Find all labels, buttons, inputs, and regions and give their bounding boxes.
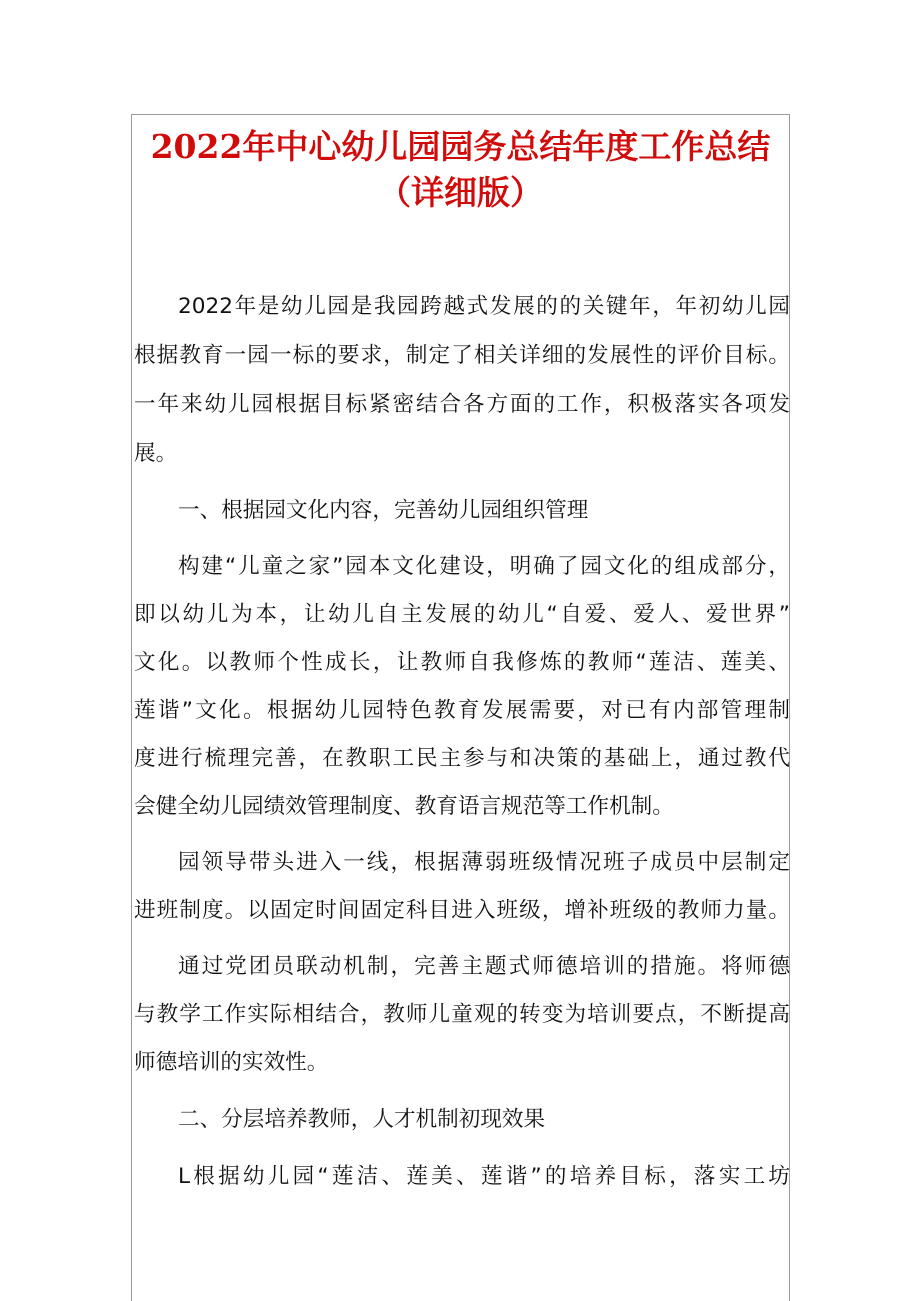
paragraph-ethics-line-3: 师德培训的实效性。 [134,1050,329,1075]
paragraph-intro-line-4: 展。 [134,441,178,466]
paragraph-leadership-line-2: 进班制度。以固定时间固定科目进入班级，增补班级的教师力量。 [134,898,790,923]
section-heading-2: 二、分层培养教师，人才机制初现效果 [178,1107,546,1132]
paragraph-culture-line-5: 度进行梳理完善，在教职工民主参与和决策的基础上，通过教代 [134,746,790,771]
paragraph-leadership-line-1: 园领导带头进入一线，根据薄弱班级情况班子成员中层制定 [178,850,790,875]
paragraph-culture-line-1: 构建“儿童之家”园本文化建设，明确了园文化的组成部分， [178,554,790,579]
document-subtitle: （详细版） [378,173,543,212]
paragraph-intro-line-3: 一年来幼儿园根据目标紧密结合各方面的工作，积极落实各项发 [134,392,790,417]
paragraph-intro-line-1: 2022年是幼儿园是我园跨越式发展的的关键年，年初幼儿园 [178,294,790,319]
paragraph-intro-line-2: 根据教育一园一标的要求，制定了相关详细的发展性的评价目标。 [134,343,790,368]
paragraph-ethics-line-2: 与教学工作实际相结合，教师儿童观的转变为培训要点，不断提高 [134,1002,790,1027]
paragraph-culture-line-6: 会健全幼儿园绩效管理制度、教育语言规范等工作机制。 [134,794,674,819]
section-heading-1: 一、根据园文化内容，完善幼儿园组织管理 [178,498,589,523]
paragraph-training-line-1: L根据幼儿园“莲洁、莲美、莲谐”的培养目标，落实工坊 [178,1164,790,1189]
paragraph-culture-line-4: 莲谐”文化。根据幼儿园特色教育发展需要，对已有内部管理制 [134,698,790,723]
document-title: 2022年中心幼儿园园务总结年度工作总结 [150,127,771,166]
paragraph-culture-line-3: 文化。以教师个性成长，让教师自我修炼的教师“莲洁、莲美、 [134,650,790,675]
paragraph-culture-line-2: 即以幼儿为本，让幼儿自主发展的幼儿“自爱、爱人、爱世界” [134,602,790,627]
paragraph-ethics-line-1: 通过党团员联动机制，完善主题式师德培训的措施。将师德 [178,954,790,979]
